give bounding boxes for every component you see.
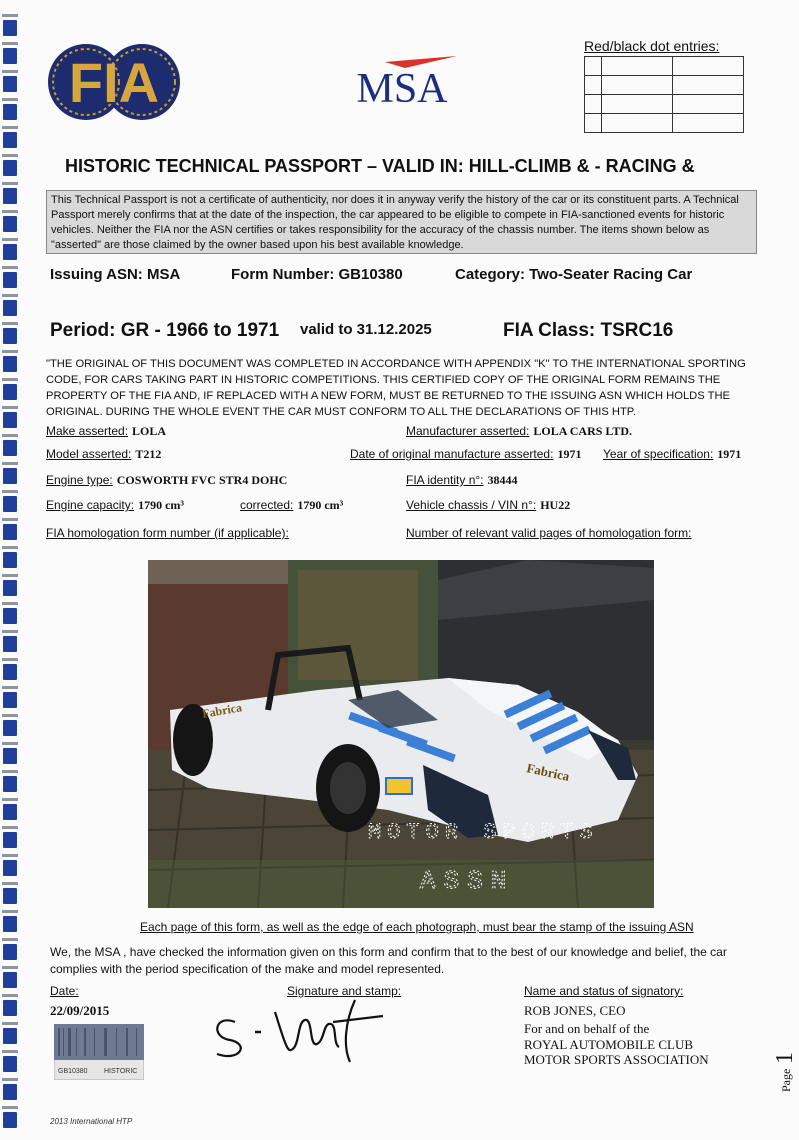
binding-mark [3,1028,17,1044]
edition-footer: 2013 International HTP [50,1117,133,1126]
issuing-asn: Issuing ASN: MSA [50,266,181,283]
binding-loop [2,378,18,381]
binding-mark [3,440,17,456]
signatory-name: ROB JONES, CEO [524,1003,626,1018]
corrected-capacity-field [240,498,343,513]
binding-mark [3,888,17,904]
binding-loop [2,1022,18,1025]
binding-mark [3,384,17,400]
period: Period: GR - 1966 to 1971 [50,320,280,341]
car-decal-left: Fabrica [201,700,243,721]
chassis-value: HU22 [540,498,571,512]
binding-mark [3,20,17,36]
binding-loop [2,910,18,913]
binding-mark [3,552,17,568]
binding-mark [3,300,17,316]
binding-mark [3,160,17,176]
binding-loop [2,686,18,689]
make-label: Make asserted: [46,424,129,438]
signature-label: Signature and stamp: [287,984,402,998]
binding-loop [2,70,18,73]
red-black-table [584,56,744,133]
behalf-line-2: ROYAL AUTOMOBILE CLUB [524,1037,694,1052]
binding-mark [3,580,17,596]
homologation-pages-field [406,526,692,540]
binding-loop [2,154,18,157]
binding-mark [3,76,17,92]
behalf-line-1: For and on behalf of the [524,1021,650,1036]
model-label: Model asserted: [46,447,132,461]
passport-strip [54,1024,144,1080]
binding-mark [3,1056,17,1072]
behalf-line-3: MOTOR SPORTS ASSOCIATION [524,1052,709,1067]
binding-mark [3,944,17,960]
binding-loop [2,658,18,661]
engine-capacity-label: Engine capacity: [46,498,135,512]
document-title: HISTORIC TECHNICAL PASSPORT – VALID IN: HILL-CLIMB & - RACING & [65,156,695,176]
binding-loop [2,882,18,885]
fia-class: FIA Class: TSRC16 [503,320,674,341]
engine-capacity-field [46,498,184,513]
homologation-pages-label: Number of relevant valid pages of homologation form: [406,526,692,540]
binding-loop [2,574,18,577]
binding-mark [3,692,17,708]
binding-mark [3,916,17,932]
binding-loop [2,518,18,521]
binding-mark [3,412,17,428]
car-photograph [148,560,654,908]
msa-logo-text: MSA [356,66,448,108]
binding-strip [0,0,22,1140]
binding-mark [3,776,17,792]
binding-mark [3,216,17,232]
page-indicator [768,1040,798,1096]
fia-logo [48,36,180,128]
binding-loop [2,490,18,493]
binding-loop [2,350,18,353]
disclaimer-box: This Technical Passport is not a certificate of authenticity, nor does it in anyway verify the history of the car or its constituent parts. A Technical Passport merely confirms that at the date of the inspection, the car appeared to be eligible to compete in FIA-sanctioned events for historic vehicles. Neither the FIA nor the ASN certifies or takes responsibility for the accuracy of the chassis number. The items shown below as "asserted" are those claimed by the owner based upon his best available knowledge. [46,190,757,254]
appendix-k-notice: "THE ORIGINAL OF THIS DOCUMENT WAS COMPLETED IN ACCORDANCE WITH APPENDIX "K" TO THE INTERNATIONAL SPORTING CODE, FOR CARS TAKING PART IN HISTORIC COMPETITIONS. THIS CERTIFIED COPY OF THE ORIGINAL FORM REMAINS THE PROPERTY OF THE FIA AND, IF REPLACED WITH A NEW FORM, MUST BE RETURNED TO THE ISSUING ASN WHICH HOLDS THE ORIGINAL. DURING THE WHOLE EVENT THE CAR MUST CONFORM TO ALL THE DECLARATIONS OF THIS HTP. [46,358,746,418]
binding-mark [3,720,17,736]
binding-mark [3,608,17,624]
manufacturer-field [406,424,632,439]
binding-mark [3,244,17,260]
homologation-field [46,526,289,540]
manufacturer-value: LOLA CARS LTD. [533,424,632,438]
binding-loop [2,322,18,325]
embossed-stamp-line1: MOTOR SPORTS [368,820,599,845]
model-field [46,447,161,462]
stamp-instruction: Each page of this form, as well as the edge of each photograph, must bear the stamp of the issuing ASN [140,920,694,934]
binding-mark [3,1000,17,1016]
binding-mark [3,748,17,764]
binding-loop [2,98,18,101]
binding-mark [3,356,17,372]
binding-loop [2,994,18,997]
date-value: 22/09/2015 [50,1003,110,1018]
manufacture-date-field [350,447,581,462]
specification-year-field [603,447,741,462]
engine-capacity-value: 1790 cm³ [138,498,184,512]
fia-identity-label: FIA identity n°: [406,473,484,487]
handwritten-signature [205,992,395,1072]
fia-logo-text: FIA [68,51,160,114]
chassis-label: Vehicle chassis / VIN n°: [406,498,537,512]
binding-loop [2,938,18,941]
binding-loop [2,742,18,745]
engine-type-value: COSWORTH FVC STR4 DOHC [116,473,288,487]
binding-loop [2,798,18,801]
page-number: 1 [772,1052,798,1064]
make-field [46,424,166,439]
specification-year-label: Year of specification: [603,447,714,461]
binding-mark [3,524,17,540]
binding-mark [3,188,17,204]
make-value: LOLA [132,424,167,438]
binding-mark [3,468,17,484]
binding-loop [2,546,18,549]
category: Category: Two-Seater Racing Car [455,266,693,283]
binding-mark [3,636,17,652]
chassis-field [406,498,570,513]
binding-loop [2,714,18,717]
binding-mark [3,272,17,288]
binding-mark [3,804,17,820]
binding-loop [2,966,18,969]
date-label: Date: [50,984,79,998]
binding-loop [2,462,18,465]
strip-word: HISTORIC [104,1068,138,1075]
manufacture-date-value: 1971 [557,447,582,461]
binding-mark [3,328,17,344]
car-decal-nose: Fabrica [525,760,571,784]
binding-loop [2,602,18,605]
binding-loop [2,826,18,829]
fia-identity-value: 38444 [487,473,518,487]
form-number: Form Number: GB10380 [231,266,403,283]
binding-loop [2,1106,18,1109]
engine-type-field [46,473,287,488]
strip-number: GB10380 [58,1068,88,1075]
binding-loop [2,434,18,437]
binding-mark [3,664,17,680]
binding-mark [3,860,17,876]
binding-loop [2,406,18,409]
manufacturer-label: Manufacturer asserted: [406,424,530,438]
corrected-capacity-label: corrected: [240,498,294,512]
binding-loop [2,630,18,633]
red-black-title: Red/black dot entries: [584,38,720,54]
binding-loop [2,126,18,129]
binding-loop [2,294,18,297]
page-word: Page [779,1068,793,1092]
valid-to: valid to 31.12.2025 [300,321,432,338]
binding-mark [3,1084,17,1100]
binding-loop [2,14,18,17]
manufacture-date-label: Date of original manufacture asserted: [350,447,554,461]
binding-mark [3,496,17,512]
fia-identity-field [406,473,518,488]
model-value: T212 [135,447,162,461]
binding-loop [2,1050,18,1053]
binding-mark [3,48,17,64]
binding-mark [3,972,17,988]
binding-loop [2,42,18,45]
signatory-label: Name and status of signatory: [524,984,684,998]
binding-loop [2,854,18,857]
binding-loop [2,182,18,185]
binding-loop [2,210,18,213]
binding-loop [2,1078,18,1081]
binding-mark [3,104,17,120]
msa-logo [345,54,460,108]
corrected-capacity-value: 1790 cm³ [297,498,344,512]
binding-loop [2,238,18,241]
homologation-label: FIA homologation form number (if applicable): [46,526,289,540]
binding-loop [2,770,18,773]
binding-mark [3,832,17,848]
binding-loop [2,266,18,269]
confirmation-statement: We, the MSA , have checked the information given on this form and confirm that to the best of our knowledge and belief, the car complies with the period specification of the make and model represented. [50,945,727,976]
embossed-stamp-line2: ASSN [420,866,515,896]
engine-type-label: Engine type: [46,473,113,487]
specification-year-value: 1971 [717,447,742,461]
binding-mark [3,132,17,148]
binding-mark [3,1112,17,1128]
